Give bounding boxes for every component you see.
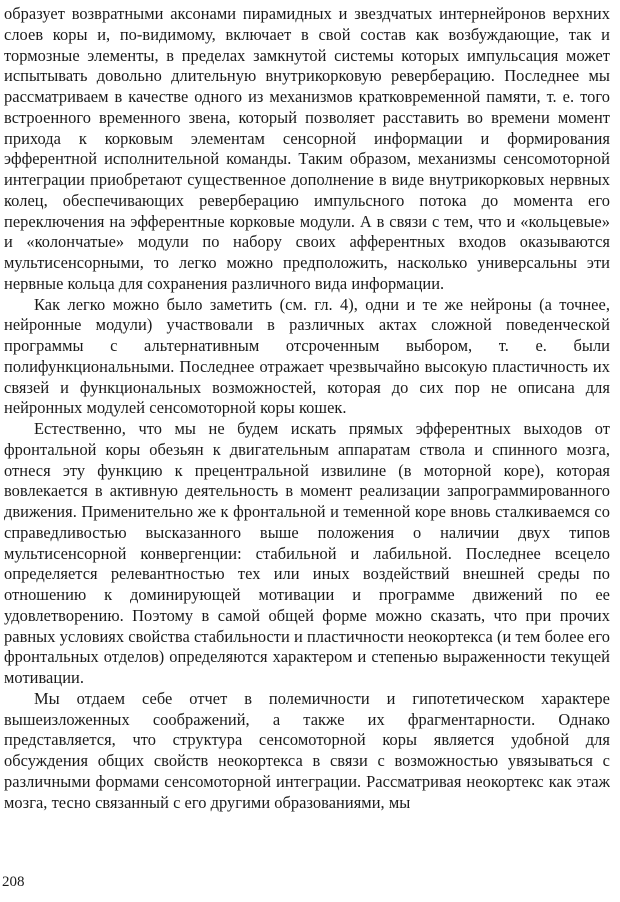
page-number: 208 xyxy=(2,874,25,890)
book-page xyxy=(4,4,610,813)
paragraph-continuation: образует возвратными аксонами пирамидных и звездчатых интернейронов верхних слоев коры и, по-видимому, включает в свой состав как возбуждающие, так и тормозные элементы, в пределах замкнутой системы которых импульсация может испытывать довольно длительную внутрикорковую реверберацию. Последнее мы рассматриваем в качестве одного из механизмов кратковременной памяти, т. е. того встроенного временного звена, который позволяет расставить во времени момент прихода к корковым элементам сенсорной информации и формирования эфферентной исполнительной команды. Таким образом, механизмы сенсомоторной интеграции приобретают существенное дополнение в виде внутрикорковых нервных колец, обеспечивающих реверберацию импульсного потока до момента его переключения на эфферентные корковые модули. А в связи с тем, что и «кольцевые» и «колончатые» модули по набору своих афферентных входов оказываются мультисенсорными, то легко можно предположить, насколько универсальны эти нервные кольца для сохранения различного вида информации. xyxy=(4,4,610,293)
paragraph-polyfunctional-neurons: Как легко можно было заметить (см. гл. 4), одни и те же нейроны (а точнее, нейронные модули) участвовали в различных актах сложной поведенческой программы с альтернативным отсроченным выбором, т. е. были полифункциональными. Последнее отражает чрезвычайно высокую пластичность их связей и функциональных возможностей, которая до сих пор не описана для нейронных модулей сенсомоторной коры кошек. xyxy=(4,294,610,418)
paragraph-conclusions: Мы отдаем себе отчет в полемичности и гипотетическом характере вышеизложенных соображений, а также их фрагментарности. Однако представляется, что структура сенсомоторной коры является удобной для обсуждения общих свойств неокортекса в связи с возможностью увязываться с различными формами сенсомоторной интеграции. Рассматривая неокортекс как этаж мозга, тесно связанный с его другими образованиями, мы xyxy=(4,688,610,812)
paragraph-frontal-cortex-outputs: Естественно, что мы не будем искать прямых эфферентных выходов от фронтальной коры обезьян к двигательным аппаратам ствола и спинного мозга, отнеся эту функцию к прецентральной извилине (в моторной коре), которая вовлекается в активную деятельность в момент реализации запрограммированного движения. Применительно же к фронтальной и теменной коре вновь сталкиваемся со справедливостью высказанного выше положения о наличии двух типов мультисенсорной конвергенции: стабильной и лабильной. Последнее всецело определяется релевантностью тех или иных воздействий внешней среды по отношению к доминирующей мотивации и программе движений по ее удовлетворению. Поэтому в самой общей форме можно сказать, что при прочих равных условиях свойства стабильности и пластичности неокортекса (и тем более его фронтальных отделов) определяются характером и степенью выраженности текущей мотивации. xyxy=(4,419,610,687)
